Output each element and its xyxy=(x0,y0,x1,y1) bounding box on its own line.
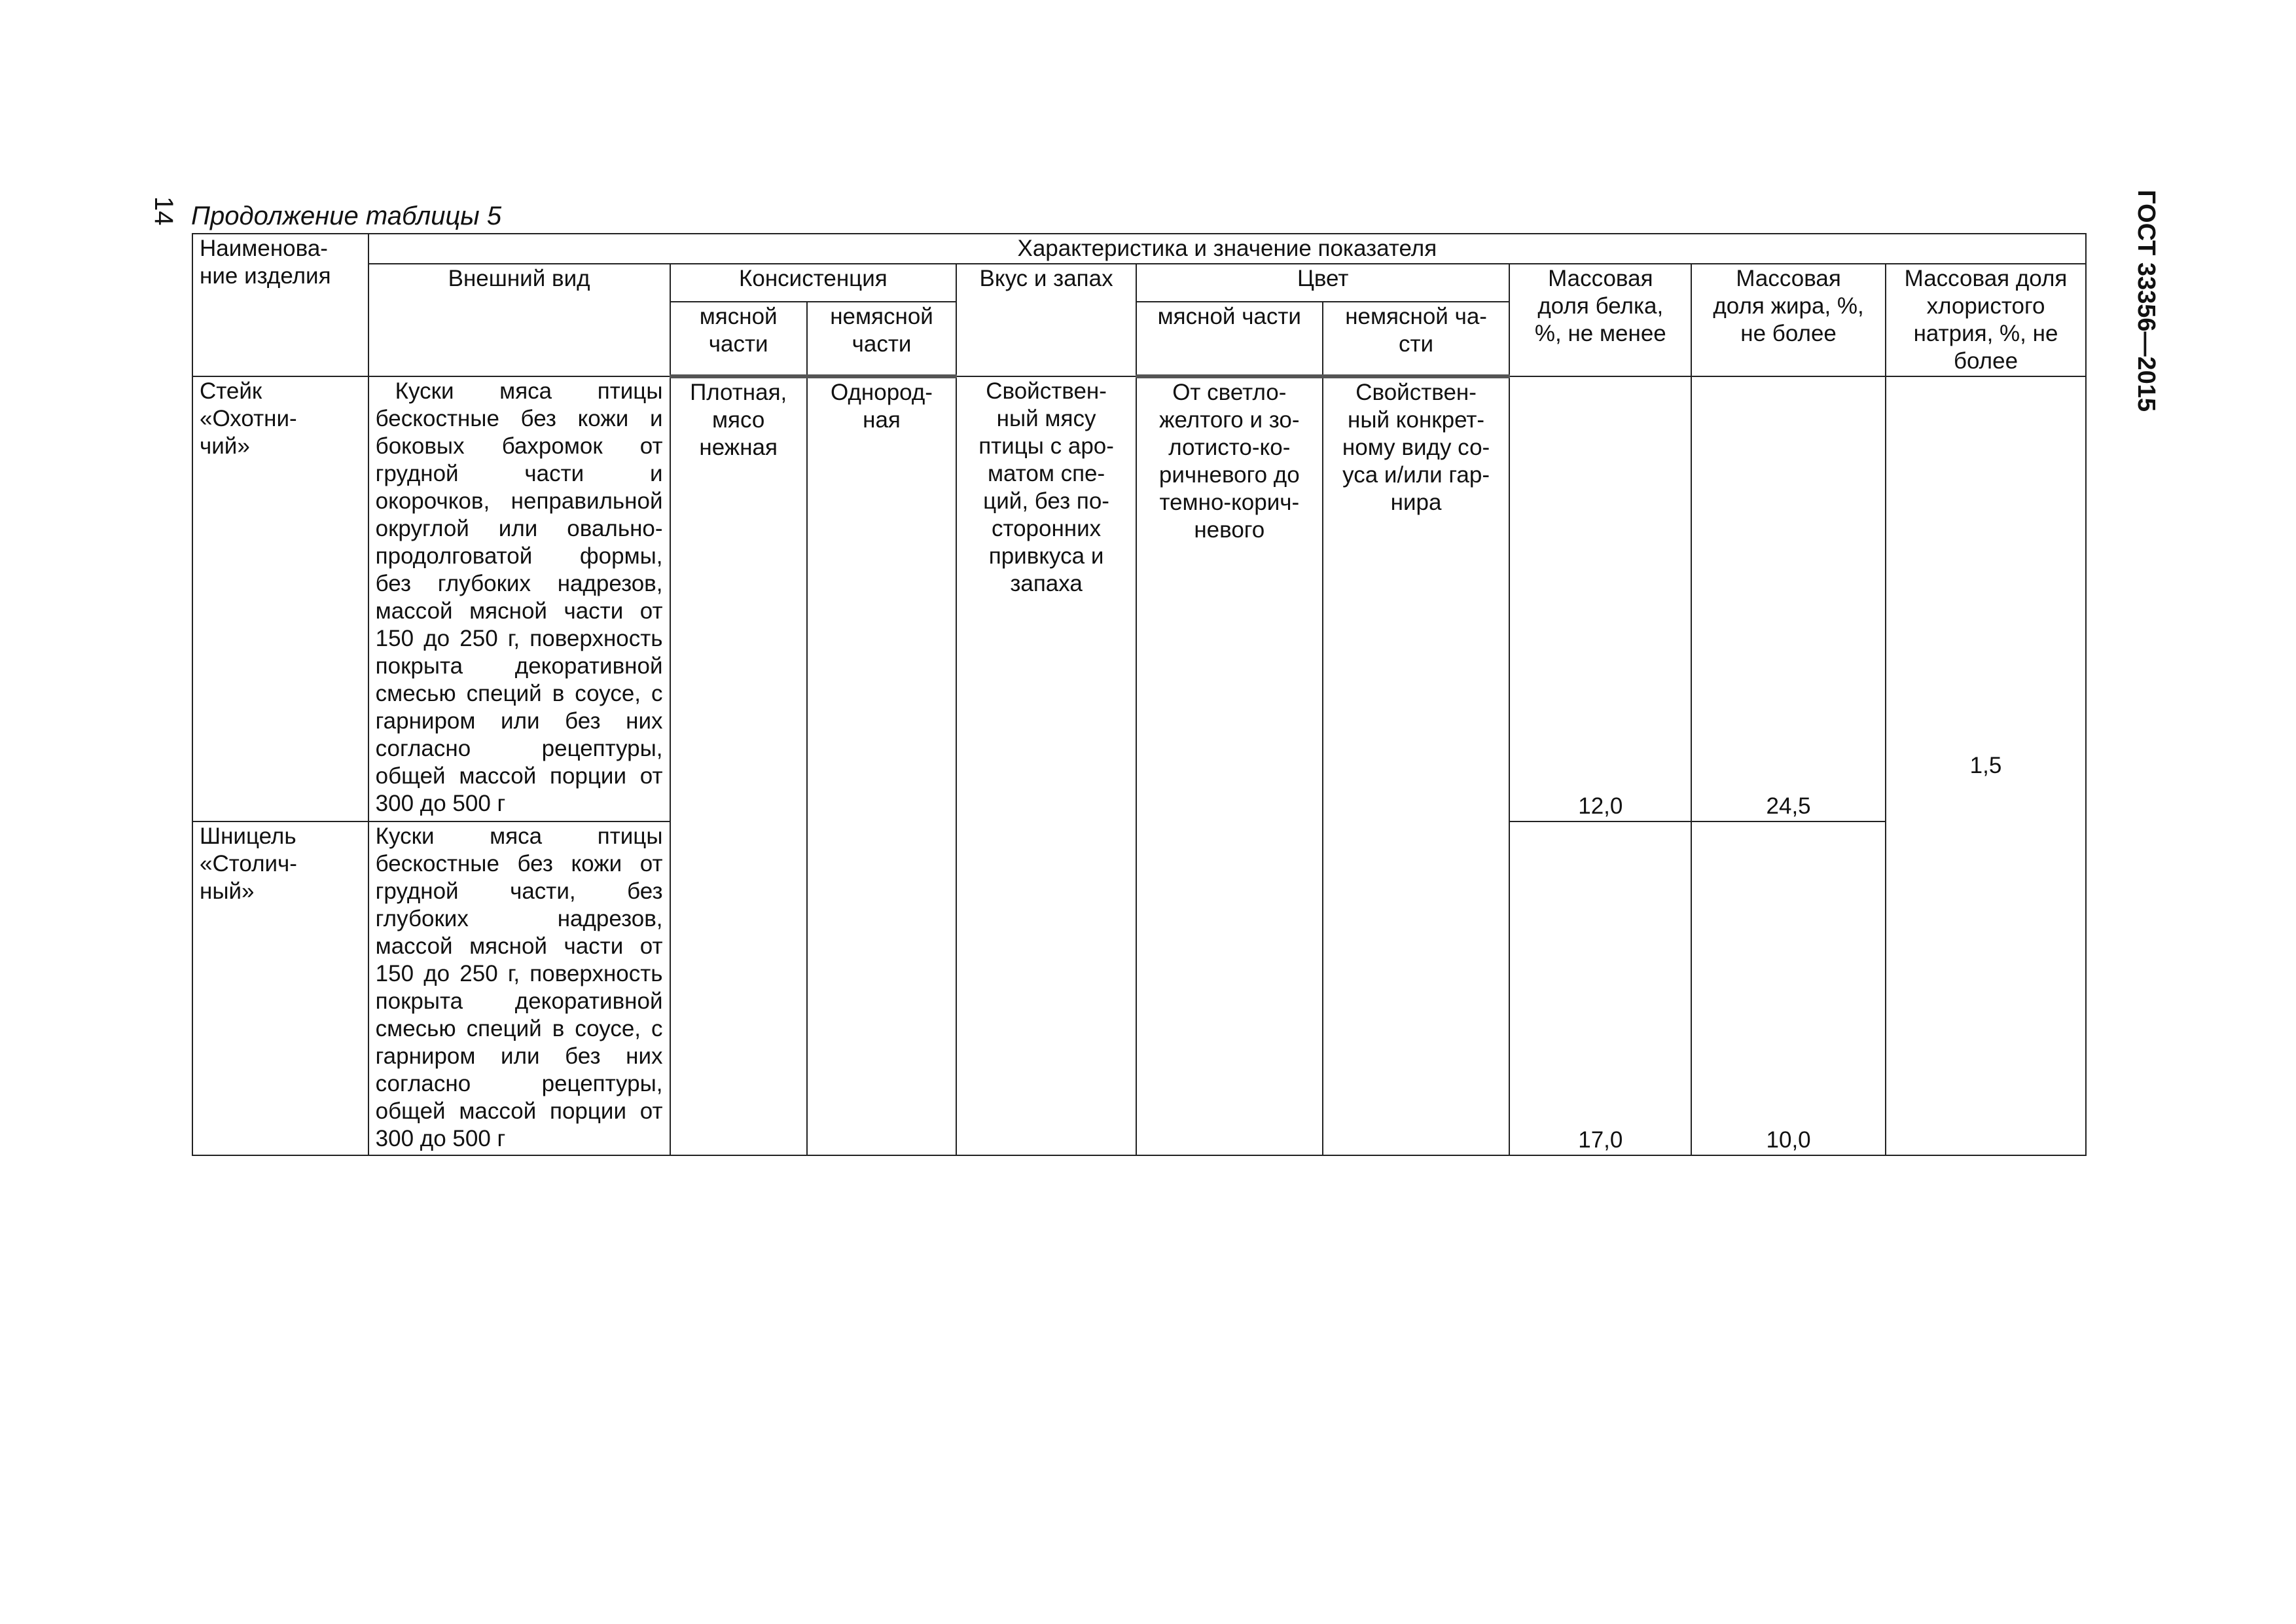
data-table xyxy=(192,233,2087,1156)
color-nonmeat-value: Свойствен- ный конкрет- ному виду со- уса и/или гар- нира xyxy=(1323,376,1510,1155)
protein-value: 12,0 xyxy=(1509,376,1691,821)
header-consistency-nonmeat: немясной части xyxy=(807,302,956,376)
header-color: Цвет xyxy=(1136,264,1510,302)
standard-id: ГОСТ 33356—2015 xyxy=(2132,190,2160,412)
header-appearance: Внешний вид xyxy=(368,264,670,376)
header-consistency-meat: мясной части xyxy=(670,302,807,376)
header-taste: Вкус и запах xyxy=(956,264,1136,376)
product-name: Стейк «Охотни- чий» xyxy=(192,376,368,821)
header-row-2 xyxy=(192,264,2086,302)
fat-value: 24,5 xyxy=(1691,376,1886,821)
header-fat: Массовая доля жира, %, не более xyxy=(1691,264,1886,376)
protein-value: 17,0 xyxy=(1509,821,1691,1155)
header-color-meat: мясной части xyxy=(1136,302,1323,376)
page-number: 14 xyxy=(149,196,178,226)
color-meat-value: От светло- желтого и зо- лотисто-ко- ричневого до темно-корич- невого xyxy=(1136,376,1323,1155)
table-caption: Продолжение таблицы 5 xyxy=(191,202,502,230)
consistency-nonmeat-value: Однород- ная xyxy=(807,376,956,1155)
header-row-1 xyxy=(192,234,2086,264)
table-row xyxy=(192,376,2086,821)
product-name: Шницель «Столич- ный» xyxy=(192,821,368,1155)
fat-value: 10,0 xyxy=(1691,821,1886,1155)
header-salt: Массовая доля хлористого натрия, %, не более xyxy=(1886,264,2086,376)
header-color-nonmeat: немясной ча- сти xyxy=(1323,302,1510,376)
header-consistency: Консистенция xyxy=(670,264,957,302)
header-group: Характеристика и значение показателя xyxy=(368,234,2086,264)
taste-value: Свойствен- ный мясу птицы с аро- матом спе- ций, без по- сторонних привкуса и запаха xyxy=(956,376,1136,1155)
header-name: Наименова- ние изделия xyxy=(192,234,368,376)
product-appearance: Куски мяса птицы бескостные без кожи от грудной части, без глубоких надрезов, массой мясной части от 150 до 250 г, поверхность покрыта декоративной смесью специй в соусе, с гарниром или без них согласно рецептуры, общей массой порции от 300 до 500 г xyxy=(368,821,670,1155)
salt-value: 1,5 xyxy=(1886,376,2086,1155)
header-protein: Массовая доля белка, %, не менее xyxy=(1509,264,1691,376)
consistency-meat-value: Плотная, мясо нежная xyxy=(670,376,807,1155)
product-appearance: Куски мяса птицы бескостные без кожи и боковых бахромок от грудной части и окорочков, неправильной округлой или овально-продолговатой формы, без глубоких надрезов, массой мясной части от 150 до 250 г, поверхность покрыта декоративной смесью специй в соусе, с гарниром или без них согласно рецептуры, общей массой порции от 300 до 500 г xyxy=(368,376,670,821)
